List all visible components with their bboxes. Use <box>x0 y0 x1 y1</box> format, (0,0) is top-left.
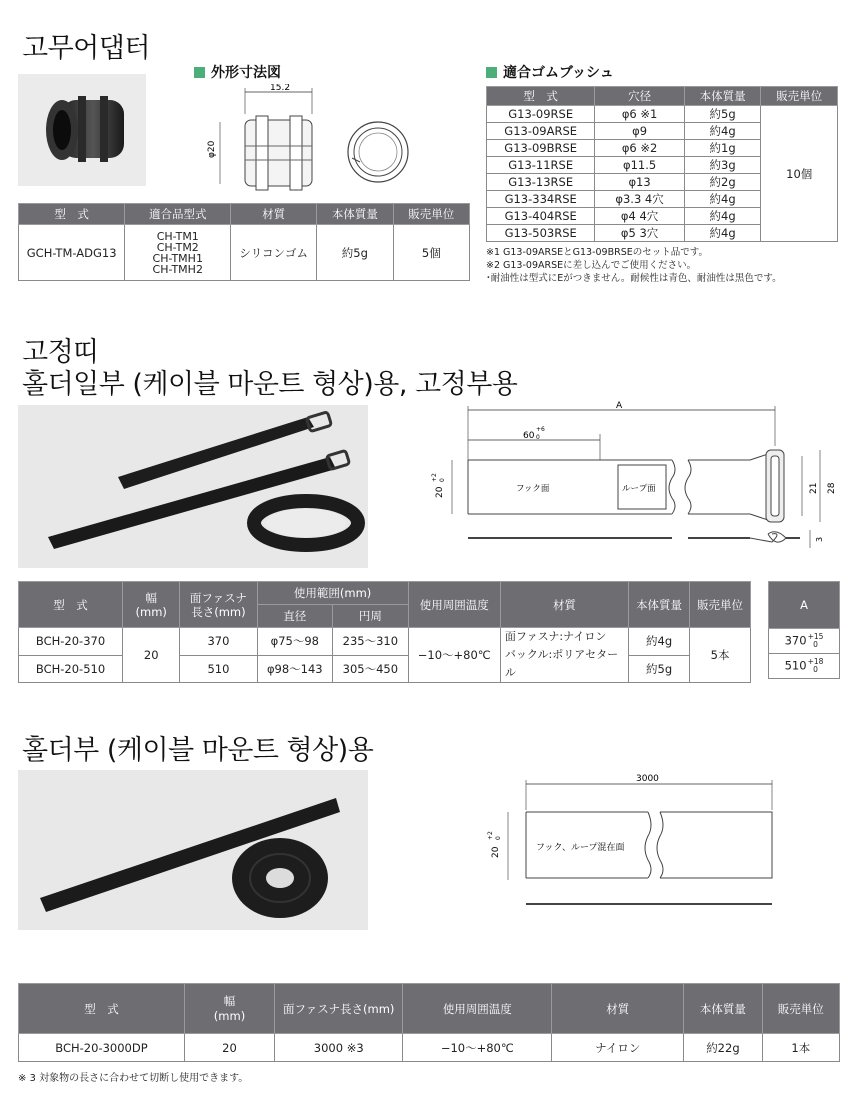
outline-subhead <box>194 62 281 82</box>
loop-face-label: ループ面 <box>622 484 656 494</box>
dim-3-label: 3 <box>815 536 824 542</box>
hook-face-label: フック面 <box>516 484 550 494</box>
adapter-outline-drawing <box>200 84 440 194</box>
dim-60-label: 60 <box>523 431 535 441</box>
bushing-hole: φ6 ※1 <box>595 106 684 123</box>
bushing-hole: φ9 <box>595 123 684 140</box>
bushing-header-model: 型 式 <box>487 87 595 106</box>
dim-28-label: 28 <box>827 482 837 494</box>
note-line: ※1 G13-09ARSEとG13-09BRSEのセット品です。 <box>486 247 708 258</box>
roll-temp: −10〜+80℃ <box>403 1034 552 1062</box>
strap-model: BCH-20-510 <box>19 655 123 683</box>
strap-circ: 235〜310 <box>333 628 409 656</box>
roll-tol-up: +2 <box>487 831 494 840</box>
roll-header-width <box>184 984 274 1034</box>
bushing-model: G13-11RSE <box>487 157 595 174</box>
roll-header-model: 型 式 <box>19 984 185 1034</box>
roll-table <box>18 983 840 1062</box>
roll-header-unit: 販売単位 <box>762 984 839 1034</box>
bushing-hole: φ3.3 4穴 <box>595 191 684 208</box>
header-compat: 適合品型式 <box>125 204 231 225</box>
section1-title: 고무어댑터 <box>22 33 150 64</box>
adapter-compat <box>125 225 231 281</box>
green-square-icon <box>194 67 205 78</box>
bushing-model: G13-09RSE <box>487 106 595 123</box>
bushing-model: G13-503RSE <box>487 225 595 242</box>
strap-dia: φ75〜98 <box>257 628 333 656</box>
strap-unit: 5本 <box>690 628 751 683</box>
bushing-model: G13-09ARSE <box>487 123 595 140</box>
strap-length: 510 <box>180 655 257 683</box>
roll-length: 3000 ※3 <box>275 1034 403 1062</box>
dim-60-tol-low: 0 <box>536 434 540 441</box>
strap-diagram <box>420 398 840 558</box>
a-value-row <box>769 629 840 654</box>
strap-dia: φ98〜143 <box>257 655 333 683</box>
adapter-photo <box>18 74 146 186</box>
strap-header-mass: 本体質量 <box>629 582 690 628</box>
roll-header-material: 材質 <box>552 984 684 1034</box>
roll-mass: 約22g <box>684 1034 762 1062</box>
strap-model: BCH-20-370 <box>19 628 123 656</box>
bushing-model: G13-334RSE <box>487 191 595 208</box>
bushing-unit: 10個 <box>761 106 838 242</box>
dim-60-tol-up: +6 <box>536 426 545 433</box>
a-tol-up: +15 <box>807 632 824 641</box>
adapter-image <box>18 74 146 186</box>
strap-header-width <box>123 582 180 628</box>
roll-diagram <box>480 770 800 920</box>
bushing-mass: 約4g <box>684 208 761 225</box>
strap-header-material: 材質 <box>500 582 628 628</box>
strap-header-dia: 直径 <box>257 605 333 628</box>
roll-width: 20 <box>184 1034 274 1062</box>
roll-material: ナイロン <box>552 1034 684 1062</box>
note-line: ･耐油性は型式にEがつきません。耐候性は青色、耐油性は黒色です。 <box>486 273 782 284</box>
dim-3000-label: 3000 <box>636 774 659 784</box>
dim-20-label: 20 <box>435 486 445 498</box>
strap-header-unit: 販売単位 <box>690 582 751 628</box>
bushing-header-hole: 穴径 <box>595 87 684 106</box>
strap-header-width-unit: (mm) <box>135 604 167 619</box>
compat-item: CH-TMH2 <box>152 262 203 276</box>
adapter-material: シリコンゴム <box>231 225 317 281</box>
adapter-mass: 約5g <box>317 225 394 281</box>
roll-face-label: フック、ループ混在面 <box>536 843 625 853</box>
strap-material <box>500 628 628 683</box>
strap-width: 20 <box>123 628 180 683</box>
bushing-mass: 約3g <box>684 157 761 174</box>
green-square-icon <box>486 67 497 78</box>
bushing-subhead <box>486 62 614 82</box>
bushing-notes <box>486 246 782 285</box>
bushing-header-mass: 本体質量 <box>684 87 761 106</box>
section2-title-line2: 홀더일부 (케이블 마운트 형상)용, 고정부용 <box>22 369 518 400</box>
roll-image <box>18 770 368 930</box>
strap-header-temp: 使用周囲温度 <box>408 582 500 628</box>
adapter-model: GCH-TM-ADG13 <box>19 225 125 281</box>
bushing-hole: φ6 ※2 <box>595 140 684 157</box>
a-tolerance <box>808 633 824 649</box>
header-model: 型 式 <box>19 204 125 225</box>
roll-model: BCH-20-3000DP <box>19 1034 185 1062</box>
roll-note: ※ 3 対象物の長さに合わせて切断し使用できます。 <box>18 1073 249 1084</box>
strap-header-width-label: 幅 <box>145 590 157 605</box>
a-value: 370 <box>784 633 807 648</box>
strap-header-range: 使用範囲(mm) <box>257 582 408 605</box>
dim-width-label: 15.2 <box>270 84 291 93</box>
bushing-hole: φ4 4穴 <box>595 208 684 225</box>
roll-unit: 1本 <box>762 1034 839 1062</box>
header-mass: 本体質量 <box>317 204 394 225</box>
section3-title: 홀더부 (케이블 마운트 형상)용 <box>22 735 374 766</box>
dim-20-tol-up: +2 <box>431 473 438 482</box>
bushing-hole: φ11.5 <box>595 157 684 174</box>
strap-material-line2: バックル:ポリアセタール <box>504 648 619 679</box>
bushing-mass: 約4g <box>684 123 761 140</box>
bushing-hole: φ5 3穴 <box>595 225 684 242</box>
dim-21-label: 21 <box>809 482 819 494</box>
header-unit: 販売単位 <box>393 204 469 225</box>
a-value-row <box>769 654 840 679</box>
strap-header-fastener-label: 面ファスナ <box>189 590 247 605</box>
bushing-mass: 約4g <box>684 225 761 242</box>
a-header: A <box>769 582 840 629</box>
strap-photo <box>18 405 368 568</box>
roll-header-length: 面ファスナ長さ(mm) <box>275 984 403 1034</box>
strap-length: 370 <box>180 628 257 656</box>
roll-header-width-label: 幅 <box>223 993 236 1008</box>
bushing-mass: 約4g <box>684 191 761 208</box>
a-tolerance <box>808 658 824 674</box>
bushing-model: G13-09BRSE <box>487 140 595 157</box>
note-line: ※2 G13-09ARSEに差し込んでご使用ください。 <box>486 260 697 271</box>
bushing-title: 適合ゴムブッシュ <box>503 65 614 81</box>
a-tol-low: 0 <box>813 665 818 674</box>
bushing-table <box>486 86 838 242</box>
roll-header-width-unit: (mm) <box>213 1008 246 1023</box>
compat-item: CH-TMH1 <box>152 251 203 265</box>
roll-dim-20-label: 20 <box>491 846 501 858</box>
strap-circ: 305〜450 <box>333 655 409 683</box>
strap-table <box>18 581 751 683</box>
strap-header-circ: 円周 <box>333 605 409 628</box>
roll-header-mass: 本体質量 <box>684 984 762 1034</box>
adapter-unit: 5個 <box>393 225 469 281</box>
dim-20-tol-low: 0 <box>439 478 446 482</box>
strap-material-line1: 面ファスナ:ナイロン <box>504 630 607 643</box>
strap-image <box>18 405 368 568</box>
strap-header-fastener <box>180 582 257 628</box>
strap-mass: 約4g <box>629 628 690 656</box>
section2-title-line1: 고정띠 <box>22 337 99 368</box>
adapter-table <box>18 203 470 281</box>
strap-header-fastener-label2: 長さ(mm) <box>191 604 246 619</box>
bushing-model: G13-404RSE <box>487 208 595 225</box>
roll-header-temp: 使用周囲温度 <box>403 984 552 1034</box>
bushing-hole: φ13 <box>595 174 684 191</box>
a-tol-up: +18 <box>807 657 824 666</box>
dim-a-label: A <box>616 401 623 411</box>
strap-temp: −10〜+80℃ <box>408 628 500 683</box>
bushing-header-unit: 販売単位 <box>761 87 838 106</box>
outline-title: 外形寸法図 <box>211 65 281 81</box>
bushing-model: G13-13RSE <box>487 174 595 191</box>
strap-mass: 約5g <box>629 655 690 683</box>
strap-header-model: 型 式 <box>19 582 123 628</box>
dim-dia-label: φ20 <box>207 140 217 158</box>
a-value: 510 <box>784 658 807 673</box>
header-material: 材質 <box>231 204 317 225</box>
bushing-mass: 約1g <box>684 140 761 157</box>
strap-a-table <box>768 581 840 679</box>
a-tol-low: 0 <box>813 640 818 649</box>
roll-tol-low: 0 <box>495 836 502 840</box>
compat-item: CH-TM2 <box>156 240 199 254</box>
roll-photo <box>18 770 368 930</box>
bushing-mass: 約2g <box>684 174 761 191</box>
bushing-mass: 約5g <box>684 106 761 123</box>
compat-item: CH-TM1 <box>156 229 199 243</box>
